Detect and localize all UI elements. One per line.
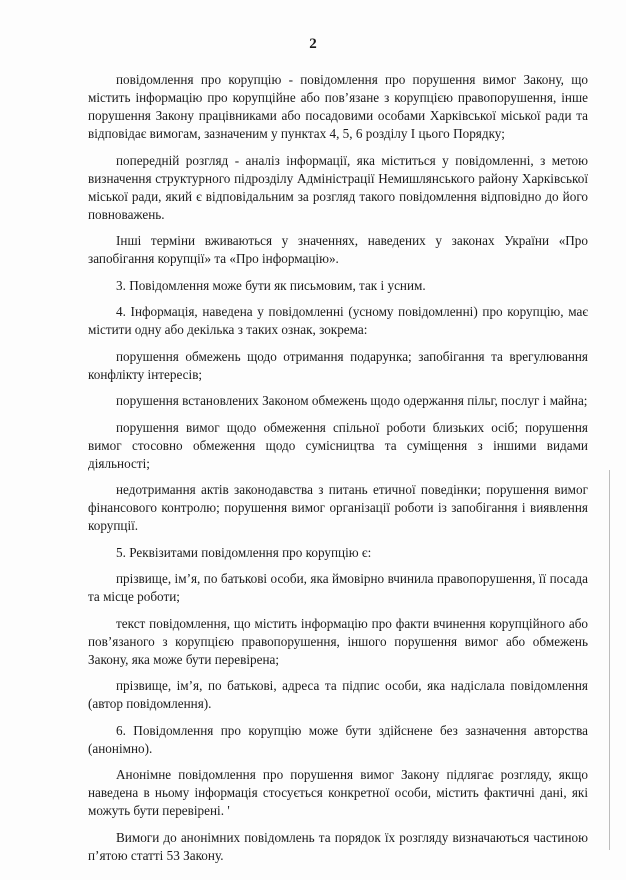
- paragraph-definition-corruption-report: повідомлення про корупцію - повідомлення про порушення вимог Закону, що містить інформацію про корупційне або пов’язане з корупцією правопорушення, інше порушення Закону працівниками або посадовими особами Харківської міської ради та відповідає вимогам, зазначеним у пунктах 4, 5, 6 розділу І цього Порядку;: [88, 72, 588, 141]
- document-body: [88, 71, 588, 873]
- paragraph-other-terms: Інші терміни вживаються у значеннях, наведених у законах України «Про запобігання корупції» та «Про інформацію».: [88, 233, 588, 266]
- paragraph-item-4: 4. Інформація, наведена у повідомленні (усному повідомленні) про корупцію, має містити одну або декілька з таких ознак, зокрема:: [88, 304, 588, 337]
- paragraph-item-6: 6. Повідомлення про корупцію може бути здійснене без зазначення авторства (анонімно).: [88, 722, 588, 756]
- paragraph-anonymous-review: Анонімне повідомлення про порушення вимог Закону підлягає розгляду, якщо наведена в ньому інформація стосується конкретної особи, містить фактичні дані, які можуть бути перевірені. ': [88, 767, 588, 818]
- paragraph-item-5: 5. Реквізитами повідомлення про корупцію є:: [116, 544, 372, 560]
- paragraph-sign-benefits: порушення встановлених Законом обмежень щодо одержання пільг, послуг і майна;: [116, 393, 588, 408]
- paragraph-requisite-text: текст повідомлення, що містить інформацію про факти вчинення корупційного або пов’язаного з корупцією правопорушення, іншого порушення вимог або обмежень Закону, яка може бути перевірена;: [88, 615, 588, 667]
- paragraph-sign-relatives: порушення вимог щодо обмеження спільної роботи близьких осіб; порушення вимог стосовно обмеження щодо сумісництва та суміщення з іншими видами діяльності;: [88, 419, 588, 471]
- paragraph-requisite-author: прізвище, ім’я, по батькові, адреса та підпис особи, яка надіслала повідомлення (автор повідомлення).: [88, 678, 588, 711]
- paragraph-item-3: 3. Повідомлення може бути як письмовим, так і усним.: [116, 277, 426, 293]
- paragraph-sign-gift: порушення обмежень щодо отримання подарунка; запобігання та врегулювання конфлікту інтересів;: [88, 348, 588, 382]
- page-number: 2: [309, 36, 317, 52]
- scan-edge-line: [609, 470, 610, 850]
- paragraph-definition-preliminary-review: попередній розгляд - аналіз інформації, яка міститься у повідомленні, з метою визначення структурного підрозділу Адміністрації Немишлянського району Харківської міської ради, який є відповідальним за розгляд такого повідомлення відповідно до його повноважень.: [88, 152, 588, 222]
- paragraph-anonymous-requirements: Вимоги до анонімних повідомлень та порядок їх розгляду визначаються частиною п’ятою статті 53 Закону.: [88, 829, 588, 863]
- paragraph-requisite-person: прізвище, ім’я, по батькові особи, яка ймовірно вчинила правопорушення, її посада та місце роботи;: [88, 571, 588, 604]
- paragraph-sign-ethics: недотримання актів законодавства з питань етичної поведінки; порушення вимог фінансового контролю; порушення вимог організації роботи із запобігання і виявлення корупції.: [88, 482, 588, 533]
